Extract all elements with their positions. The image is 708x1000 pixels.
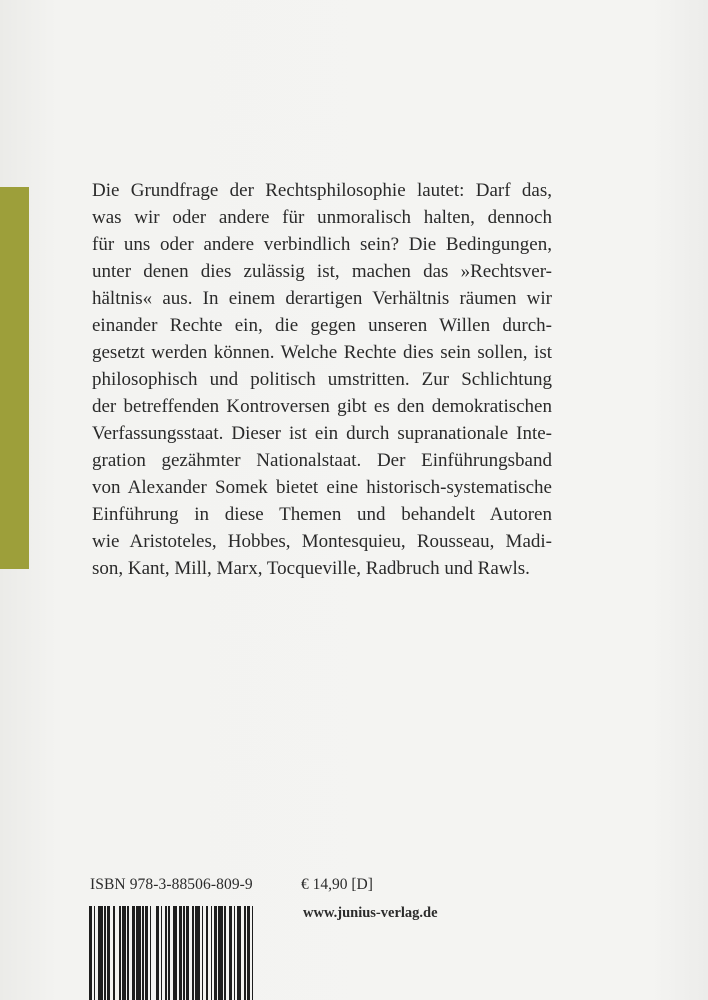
blurb-line: Verfassungsstaat. Dieser ist ein durch supranationale Inte- [92,423,552,444]
blurb-line: für uns oder andere verbindlich sein? Die Bedingungen, [92,234,552,255]
accent-bar [0,187,29,569]
blurb-line: son, Kant, Mill, Marx, Tocqueville, Radbruch und Rawls. [92,558,530,579]
publisher-website[interactable]: www.junius-verlag.de [303,905,438,921]
blurb-line: Einführung in diese Themen und behandelt Autoren [92,504,552,525]
blurb-line: was wir oder andere für unmoralisch halten, dennoch [92,207,552,228]
blurb-line: philosophisch und politisch umstritten. Zur Schlichtung [92,369,552,390]
blurb-line: einander Rechte ein, die gegen unseren Willen durch- [92,315,552,336]
blurb-text [92,177,552,582]
blurb-line: von Alexander Somek bietet eine historisch-systematische [92,477,552,498]
barcode-bar [253,906,256,1000]
blurb-line: der betreffenden Kontroversen gibt es den demokratischen [92,396,552,417]
blurb-line: gesetzt werden können. Welche Rechte dies sein sollen, ist [92,342,552,363]
blurb-line: gration gezähmter Nationalstaat. Der Einführungsband [92,450,552,471]
blurb-line: unter denen dies zulässig ist, machen das »Rechtsver- [92,261,552,282]
blurb-line: hältnis« aus. In einem derartigen Verhältnis räumen wir [92,288,552,309]
barcode-image [89,906,257,1000]
price-label: € 14,90 [D] [301,876,373,893]
blurb-line: wie Aristoteles, Hobbes, Montesquieu, Rousseau, Madi- [92,531,552,552]
isbn-label: ISBN 978-3-88506-809-9 [90,876,253,893]
blurb-line: Die Grundfrage der Rechtsphilosophie lautet: Darf das, [92,180,552,201]
